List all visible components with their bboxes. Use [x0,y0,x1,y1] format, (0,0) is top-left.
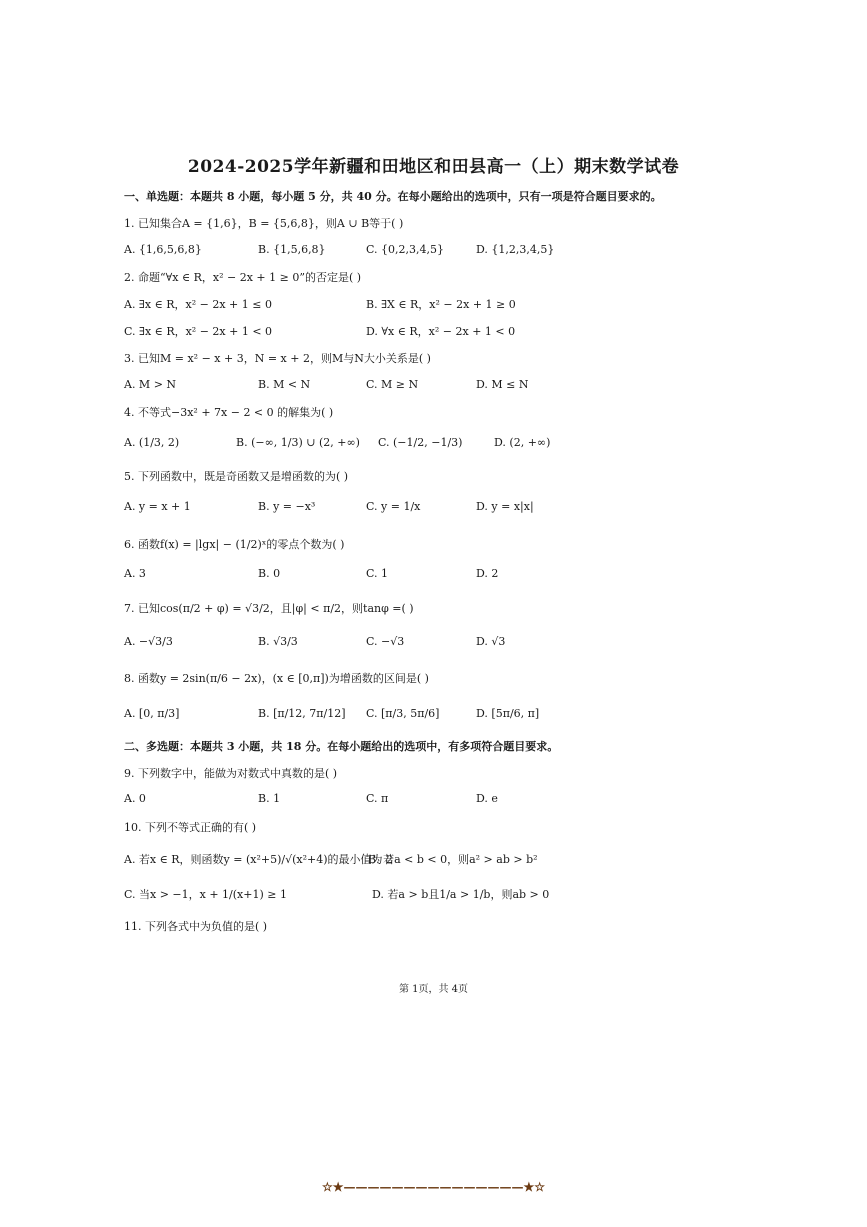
q9-option-c: C. π [366,792,389,805]
q6-option-d: D. 2 [476,567,499,580]
q5-option-b: B. y = −x³ [258,500,316,513]
question-3: 3. 已知M = x² − x + 3，N = x + 2，则M与N大小关系是( ) [124,352,431,365]
q4-option-d: D. (2, +∞) [494,436,551,449]
q7-option-c: C. −√3 [366,635,405,648]
section-single-choice: 一、单选题：本题共 8 小题，每小题 5 分，共 40 分。在每小题给出的选项中，只有一项是符合题目要求的。 [124,190,662,203]
q2-option-c: C. ∃x ∈ R，x² − 2x + 1 < 0 [124,325,273,338]
q4-option-b: B. (−∞, 1/3) ∪ (2, +∞) [236,436,360,449]
q5-option-d: D. y = x|x| [476,500,534,513]
q3-option-b: B. M < N [258,378,311,391]
question-8: 8. 函数y = 2sin(π/6 − 2x)，(x ∈ [0,π])为增函数的区间是( ) [124,672,429,685]
q7-option-b: B. √3/3 [258,635,298,648]
q10-option-b: B. 若a < b < 0，则a² > ab > b² [368,853,538,866]
section-multiple-choice: 二、多选题：本题共 3 小题，共 18 分。在每小题给出的选项中，有多项符合题目要求。 [124,740,559,753]
q1-option-a: A. {1,6,5,6,8} [124,243,202,256]
q5-option-a: A. y = x + 1 [124,500,191,513]
question-9: 9. 下列数字中，能做为对数式中真数的是( ) [124,767,338,780]
exam-title: 2024-2025学年新疆和田地区和田县高一（上）期末数学试卷 [187,157,680,177]
q1-option-b: B. {1,5,6,8} [258,243,326,256]
question-2: 2. 命题“∀x ∈ R，x² − 2x + 1 ≥ 0”的否定是( ) [124,271,362,284]
q6-option-c: C. 1 [366,567,389,580]
question-5: 5. 下列函数中，既是奇函数又是增函数的为( ) [124,470,349,483]
question-11: 11. 下列各式中为负值的是( ) [124,920,268,933]
q10-option-d: D. 若a > b且1/a > 1/b，则ab > 0 [372,888,550,901]
q7-option-d: D. √3 [476,635,506,648]
q8-option-d: D. [5π/6, π] [476,707,540,720]
q9-option-a: A. 0 [124,792,146,805]
q8-option-b: B. [π/12, 7π/12] [258,707,346,720]
q4-option-c: C. (−1/2, −1/3) [378,436,463,449]
question-10: 10. 下列不等式正确的有( ) [124,821,257,834]
q1-option-c: C. {0,2,3,4,5} [366,243,444,256]
q8-option-c: C. [π/3, 5π/6] [366,707,440,720]
question-1: 1. 已知集合A = {1,6}，B = {5,6,8}，则A ∪ B等于( ) [124,217,404,230]
q2-option-d: D. ∀x ∈ R，x² − 2x + 1 < 0 [366,325,516,338]
q10-option-c: C. 当x > −1，x + 1/(x+1) ≥ 1 [124,888,287,901]
q3-option-a: A. M > N [124,378,177,391]
q7-option-a: A. −√3/3 [124,635,173,648]
question-4: 4. 不等式−3x² + 7x − 2 < 0 的解集为( ) [124,406,334,419]
q5-option-c: C. y = 1/x [366,500,421,513]
q4-option-a: A. (1/3, 2) [124,436,180,449]
q9-option-d: D. e [476,792,498,805]
q2-option-b: B. ∃X ∈ R，x² − 2x + 1 ≥ 0 [366,298,516,311]
q3-option-c: C. M ≥ N [366,378,419,391]
ornament-divider: ☆★———————————————★☆ [321,1180,546,1194]
q9-option-b: B. 1 [258,792,281,805]
page-footer: 第 1页，共 4页 [398,984,469,995]
q6-option-a: A. 3 [124,567,146,580]
q10-option-a: A. 若x ∈ R，则函数y = (x²+5)/√(x²+4)的最小值为 2 [124,853,394,866]
q1-option-d: D. {1,2,3,4,5} [476,243,555,256]
q8-option-a: A. [0, π/3] [124,707,180,720]
q2-option-a: A. ∃x ∈ R，x² − 2x + 1 ≤ 0 [124,298,272,311]
question-6: 6. 函数f(x) = |lgx| − (1/2)ˣ的零点个数为( ) [124,538,345,551]
q6-option-b: B. 0 [258,567,281,580]
question-7: 7. 已知cos(π/2 + φ) = √3/2，且|φ| < π/2，则tanφ =( ) [124,602,414,615]
q3-option-d: D. M ≤ N [476,378,529,391]
